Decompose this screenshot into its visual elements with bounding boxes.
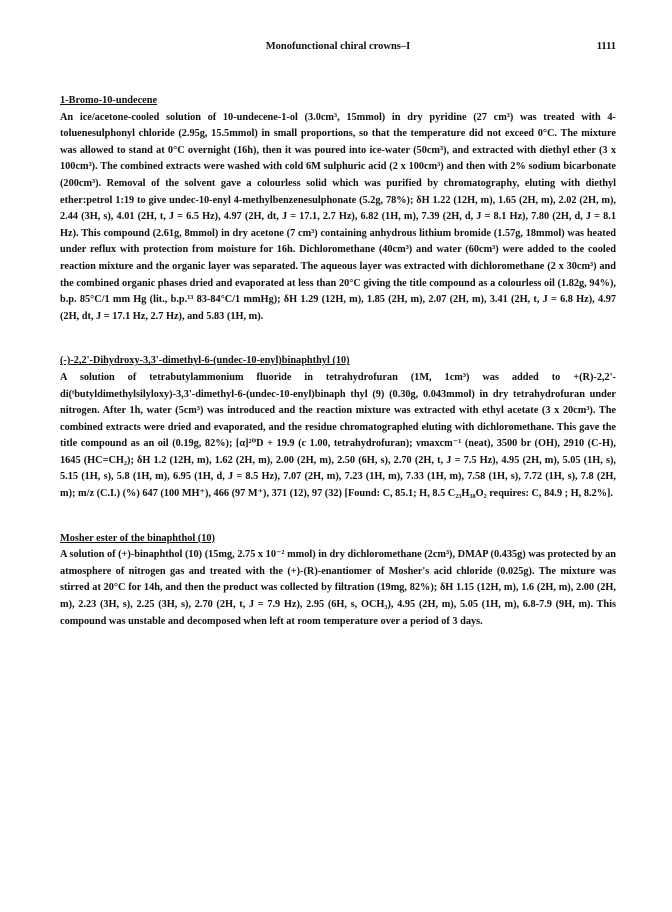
section-heading: 1-Bromo-10-undecene (60, 95, 158, 106)
section-mosher-ester (60, 531, 616, 631)
section-dihydroxy-binaphthyl (60, 353, 616, 502)
section-paragraph: A solution of tetrabutylammonium fluoride in tetrahydrofuran (1M, 1cm³) was added to +(R)-2,2'-di(ᵗbutyldimethylsilyloxy)-3,3'-dimethyl-6-(undec-10-enyl)binaph thyl (9) (0.30g, 0.043mmol) in dry tetrahydrofuran under nitrogen. After 1h, water (5cm³) was introduced and the reaction mixture was extracted with ethyl acetate (3 x 20cm³). The combined extracts were dried and evaporated, and the residue chromatographed eluting with dichloromethane. This gave the title compound as an oil (0.19g, 82%); [α]²⁰D + 19.9 (c 1.00, tetrahydrofuran); νmaxcm⁻¹ (neat), 3500 br (OH), 2910 (C-H), 1645 (HC=CH₂); δH 1.2 (12H, m), 1.62 (2H, m), 2.00 (2H, m), 2.50 (6H, s), 2.70 (2H, t, J = 7.5 Hz), 4.95 (2H, m), 5.05 (1H, s), 5.15 (1H, s), 5.8 (1H, m), 6.95 (1H, d, J = 8.5 Hz), 7.07 (2H, m), 7.23 (1H, m), 7.33 (1H, m), 7.58 (1H, s), 7.72 (1H, s), 7.8 (2H, m); m/z (C.I.) (%) 647 (100 MH⁺), 466 (97 M⁺), 371 (12), 97 (32) [Found: C, 85.1; H, 8.5 C₂₃H₃₈O₂ requires: C, 84.9 ; H, 8.2%]. (60, 371, 616, 500)
experimental-content (60, 93, 616, 658)
page-number: 1111 (596, 41, 616, 52)
section-bromo-undecene (60, 93, 616, 325)
section-heading: (-)-2,2'-Dihydroxy-3,3'-dimethyl-6-(undec-10-enyl)binaphthyl (10) (60, 355, 350, 367)
section-paragraph: A solution of (+)-binaphthol (10) (15mg, 2.75 x 10⁻² mmol) in dry dichloromethane (2cm³), DMAP (0.435g) was protected by an atmosphere of nitrogen gas and treated with the (+)-(R)-enantiomer of Mosher's acid chloride (0.025g). The mixture was stirred at 20°C for 14h, and then the product was collected by filtration (19mg, 82%); δH 1.15 (12H, m), 1.6 (2H, m), 2.00 (2H, m), 2.23 (3H, s), 2.25 (3H, s), 2.70 (2H, t, J = 7.9 Hz), 2.95 (6H, s, OCH₃), 4.95 (2H, m), 5.05 (1H, m), 6.8-7.9 (9H, m). This compound was unstable and decomposed when left at room temperature over a period of 3 days. (60, 549, 616, 627)
running-header (60, 41, 616, 57)
running-title: Monofunctional chiral crowns–I (265, 41, 411, 52)
section-heading: Mosher ester of the binaphthol (10) (60, 532, 215, 544)
section-paragraph: An ice/acetone-cooled solution of 10-undecene-1-ol (3.0cm³, 15mmol) in dry pyridine (27 cm³) was treated with 4-toluenesulphonyl chloride (2.95g, 15.5mmol) in small proportions, so that the temperature did not exceed 0°C. The mixture was allowed to stand at 0°C overnight (16h), then it was poured into ice-water (50cm³), and extracted with diethyl ether (3 x 100cm³). The combined extracts were washed with cold 6M sulphuric acid (2 x 100cm³) and then with 2% sodium bicarbonate (200cm³). Removal of the solvent gave a colourless solid which was purified by chromatography, eluting with diethyl ether:petrol 1:19 to give undec-10-enyl 4-methylbenzenesulphonate (5.2g, 78%); δH 1.22 (12H, m), 1.65 (2H, m), 2.02 (2H, m), 2.44 (3H, s), 4.01 (2H, t, J = 6.5 Hz), 4.97 (2H, dt, J = 17.1, 2.7 Hz), 6.82 (1H, m), 7.39 (2H, d, J = 8.1 Hz), 7.80 (2H, d, J = 8.1 Hz). This compound (2.61g, 8mmol) in dry acetone (7 cm³) containing anhydrous lithium bromide (1.57g, 18mmol) was heated under reflux with protection from moisture for 16h. Dichloromethane (40cm³) and water (60cm³) were added to the cooled reaction mixture and the organic layer was separated. The aqueous layer was extracted with dichloromethane (2 x 30cm³) and the combined organic phases dried and evaporated at less than 20°C giving the title compound as a colourless oil (1.82g, 94%), b.p. 85°C/1 mm Hg (lit., b.p.¹³ 83-84°C/1 mmHg); δH 1.29 (12H, m), 1.85 (2H, m), 2.07 (2H, m), 3.41 (2H, t, J = 6.8 Hz), 4.97 (2H, dt, J = 17.1 Hz, 2.7 Hz), and 5.83 (1H, m). (60, 111, 616, 322)
